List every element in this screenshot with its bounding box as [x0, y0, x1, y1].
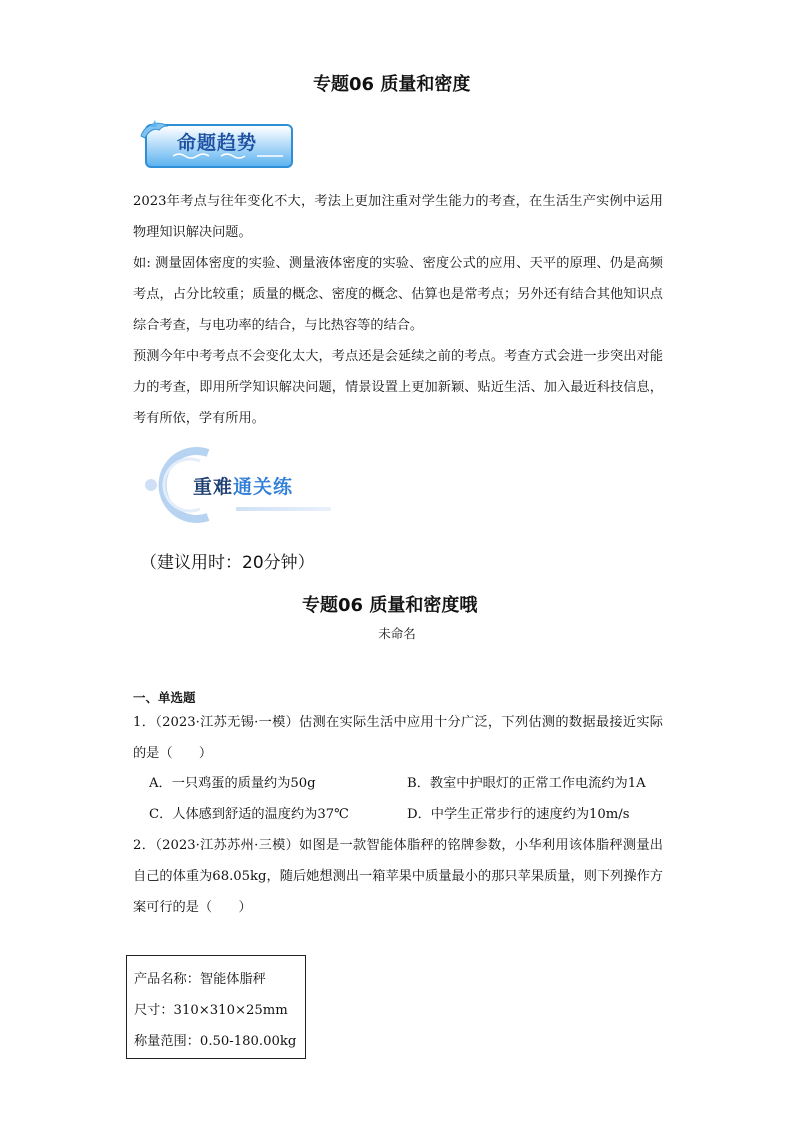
intro-text	[133, 186, 663, 434]
intro-paragraph-2: 如: 测量固体密度的实验、测量液体密度的实验、密度公式的应用、天平的原理、仍是高频考点，占分比较重；质量的概念、密度的概念、估算也是常考点；另外还有结合其他知识点综合考查，与电功率的结合，与比热容等的结合。	[133, 256, 663, 333]
document-title: 专题06 质量和密度	[313, 74, 471, 95]
q1-option-a: A．一只鸡蛋的质量约为50g	[149, 776, 316, 791]
section-heading: 一、单选题	[133, 690, 196, 705]
question-2-stem	[133, 830, 663, 923]
spec-table	[126, 955, 306, 1059]
q1-option-b: B．教室中护眼灯的正常工作电流约为1A	[407, 776, 646, 791]
question-2-text: 2．（2023·江苏苏州·三模）如图是一款智能体脂秤的铭牌参数，小华利用该体脂秤测量出自己的体重为68.05kg，随后她想测出一箱苹果中质量最小的那只苹果质量，则下列操作方案可行的是（ ）	[133, 838, 663, 915]
spec-size: 尺寸：310×310×25mm	[134, 1003, 288, 1018]
section-banner-part1: 重难	[193, 476, 234, 498]
q1-option-c: C．人体感到舒适的温度约为37℃	[149, 807, 349, 822]
quiz-subtitle: 未命名	[378, 626, 416, 641]
section-banner	[138, 445, 338, 525]
question-1-stem	[133, 707, 663, 769]
wave-icon	[173, 152, 283, 160]
badge-label: 命题趋势	[177, 132, 258, 154]
spec-range: 称量范围：0.50-180.00kg	[134, 1034, 297, 1049]
intro-paragraph-1: 2023年考点与往年变化不大，考法上更加注重对学生能力的考查，在生活生产实例中运用物理知识解决问题。	[133, 194, 663, 240]
section-banner-part2: 通关练	[233, 476, 294, 498]
dolphin-icon	[137, 118, 171, 148]
intro-paragraph-3: 预测今年中考考点不会变化太大，考点还是会延续之前的考点。考查方式会进一步突出对能力的考查，即用所学知识解决问题，情景设置上更加新颖、贴近生活、加入最近科技信息，考有所依，学有所用。	[133, 349, 663, 426]
question-1-text: 1．（2023·江苏无锡·一模）估测在实际生活中应用十分广泛，下列估测的数据最接近实际的是（ ）	[133, 715, 663, 761]
trend-badge	[137, 118, 295, 172]
section-underline	[236, 507, 331, 511]
time-note: （建议用时：20分钟）	[140, 553, 315, 573]
q1-option-d: D．中学生正常步行的速度约为10m/s	[407, 807, 630, 822]
spec-name: 产品名称：智能体脂秤	[134, 972, 266, 987]
quiz-title: 专题06 质量和密度哦	[302, 595, 478, 616]
section-banner-label	[193, 472, 293, 499]
